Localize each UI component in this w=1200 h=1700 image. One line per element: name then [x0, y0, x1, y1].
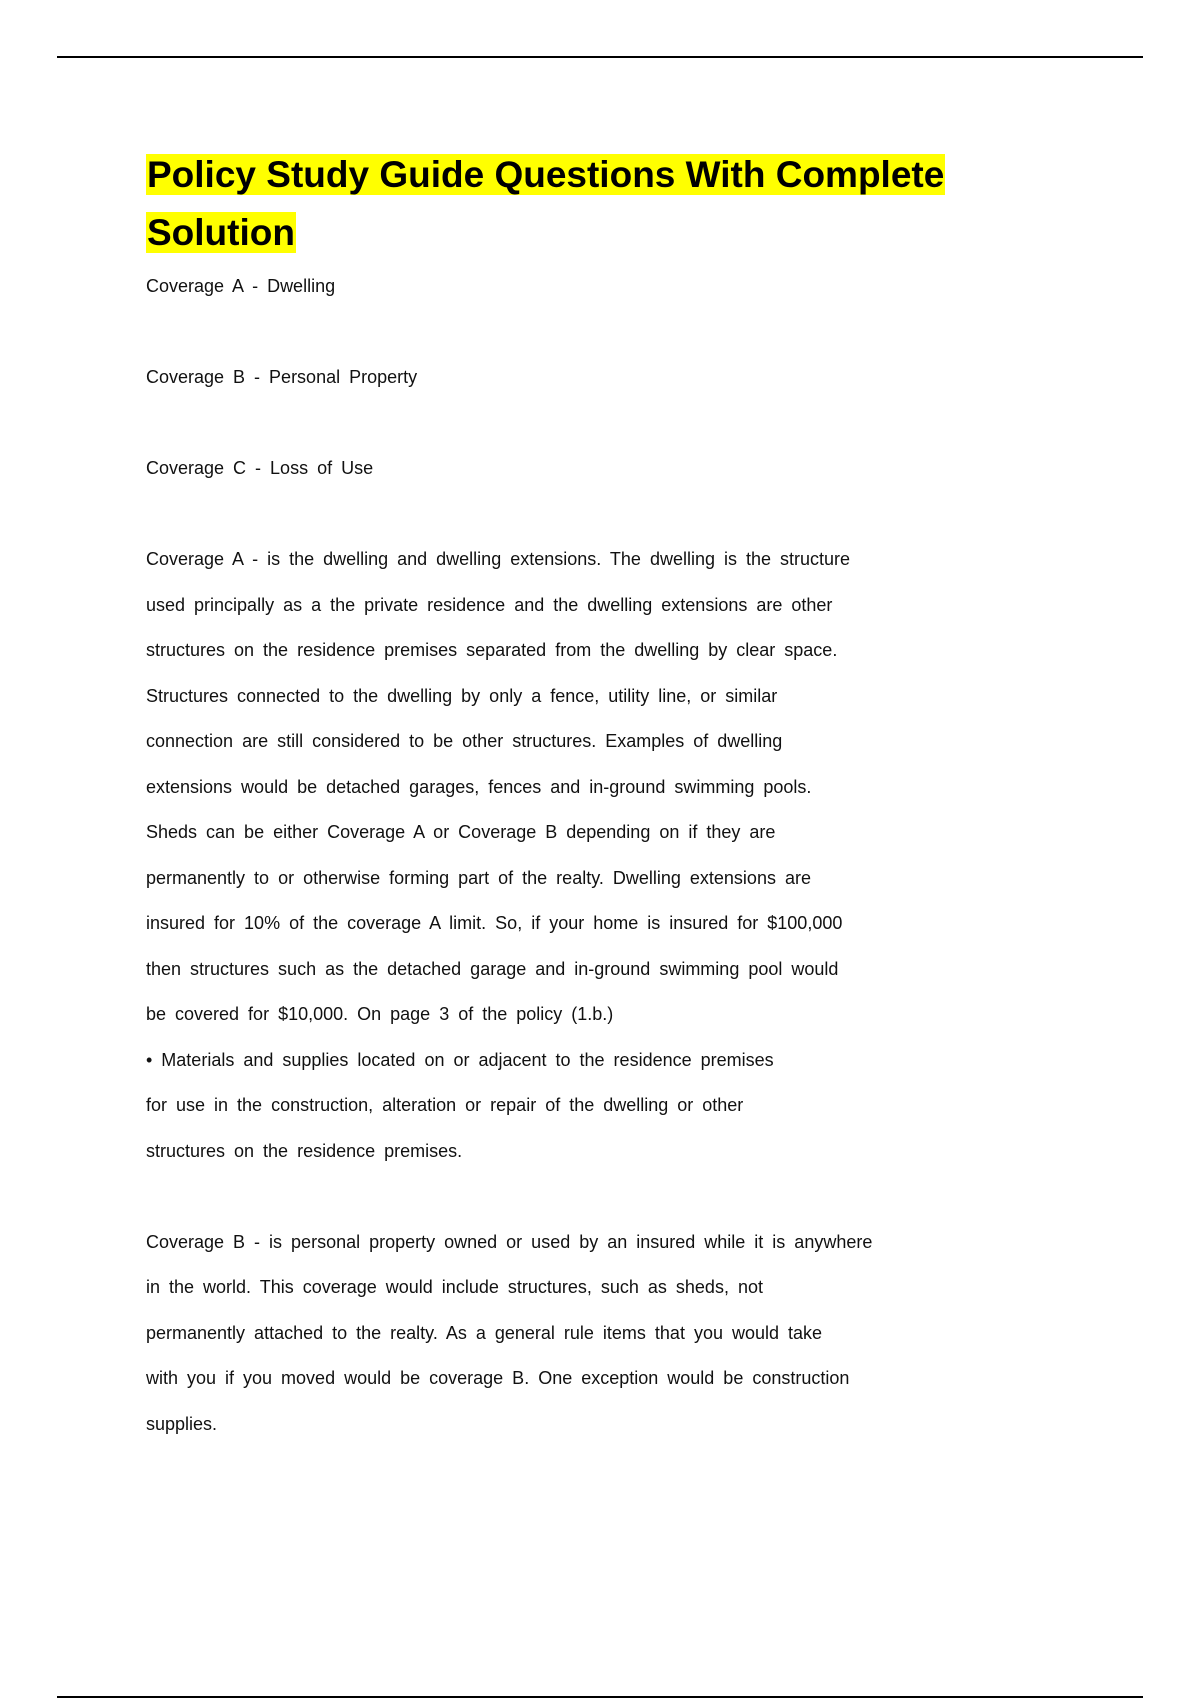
coverage-a-paragraph [146, 537, 1006, 1174]
paragraph-line: extensions would be detached garages, fences and in-ground swimming pools. [146, 776, 812, 797]
paragraph-line: connection are still considered to be other structures. Examples of dwelling [146, 731, 783, 751]
paragraph-line: permanently to or otherwise forming part of the realty. Dwelling extensions are [146, 867, 811, 888]
paragraph-line: used principally as a the private residence and the dwelling extensions are other [146, 594, 833, 615]
coverage-b-paragraph [146, 1220, 1006, 1448]
spacer [146, 492, 1006, 538]
paragraph-line: insured for 10% of the coverage A limit. So, if your home is insured for $100,000 [146, 913, 843, 933]
paragraph-line: Coverage A - is the dwelling and dwelling extensions. The dwelling is the structure [146, 549, 851, 569]
bottom-rule [57, 1696, 1143, 1698]
paragraph-line: permanently attached to the realty. As a general rule items that you would take [146, 1322, 823, 1343]
paragraph-line: Sheds can be either Coverage A or Coverage B depending on if they are [146, 822, 776, 842]
paragraph-line: Structures connected to the dwelling by only a fence, utility line, or similar [146, 685, 778, 706]
paragraph-line: then structures such as the detached garage and in-ground swimming pool would [146, 958, 839, 979]
paragraph-line: supplies. [146, 1413, 218, 1434]
coverage-list-item-c: Coverage C - Loss of Use [146, 458, 374, 478]
document-title [146, 146, 1006, 262]
top-rule [57, 56, 1143, 58]
paragraph-line: structures on the residence premises. [146, 1140, 463, 1161]
paragraph-line: in the world. This coverage would include structures, such as sheds, not [146, 1277, 763, 1297]
spacer [146, 1174, 1006, 1220]
document-title-text: Policy Study Guide Questions With Complete Solution [147, 154, 945, 253]
paragraph-line: with you if you moved would be coverage B. One exception would be construction [146, 1368, 850, 1388]
spacer [146, 401, 1006, 447]
document-body [146, 146, 1006, 1447]
bullet-line: • Materials and supplies located on or adjacent to the residence premises [146, 1049, 774, 1070]
paragraph-line: for use in the construction, alteration or repair of the dwelling or other [146, 1095, 744, 1115]
paragraph-line: be covered for $10,000. On page 3 of the policy (1.b.) [146, 1004, 614, 1024]
coverage-list-item-b: Coverage B - Personal Property [146, 367, 418, 387]
paragraph-line: Coverage B - is personal property owned or used by an insured while it is anywhere [146, 1231, 873, 1252]
paragraph-line: structures on the residence premises separated from the dwelling by clear space. [146, 640, 838, 660]
spacer [146, 310, 1006, 356]
coverage-list-item-a: Coverage A - Dwelling [146, 276, 336, 296]
